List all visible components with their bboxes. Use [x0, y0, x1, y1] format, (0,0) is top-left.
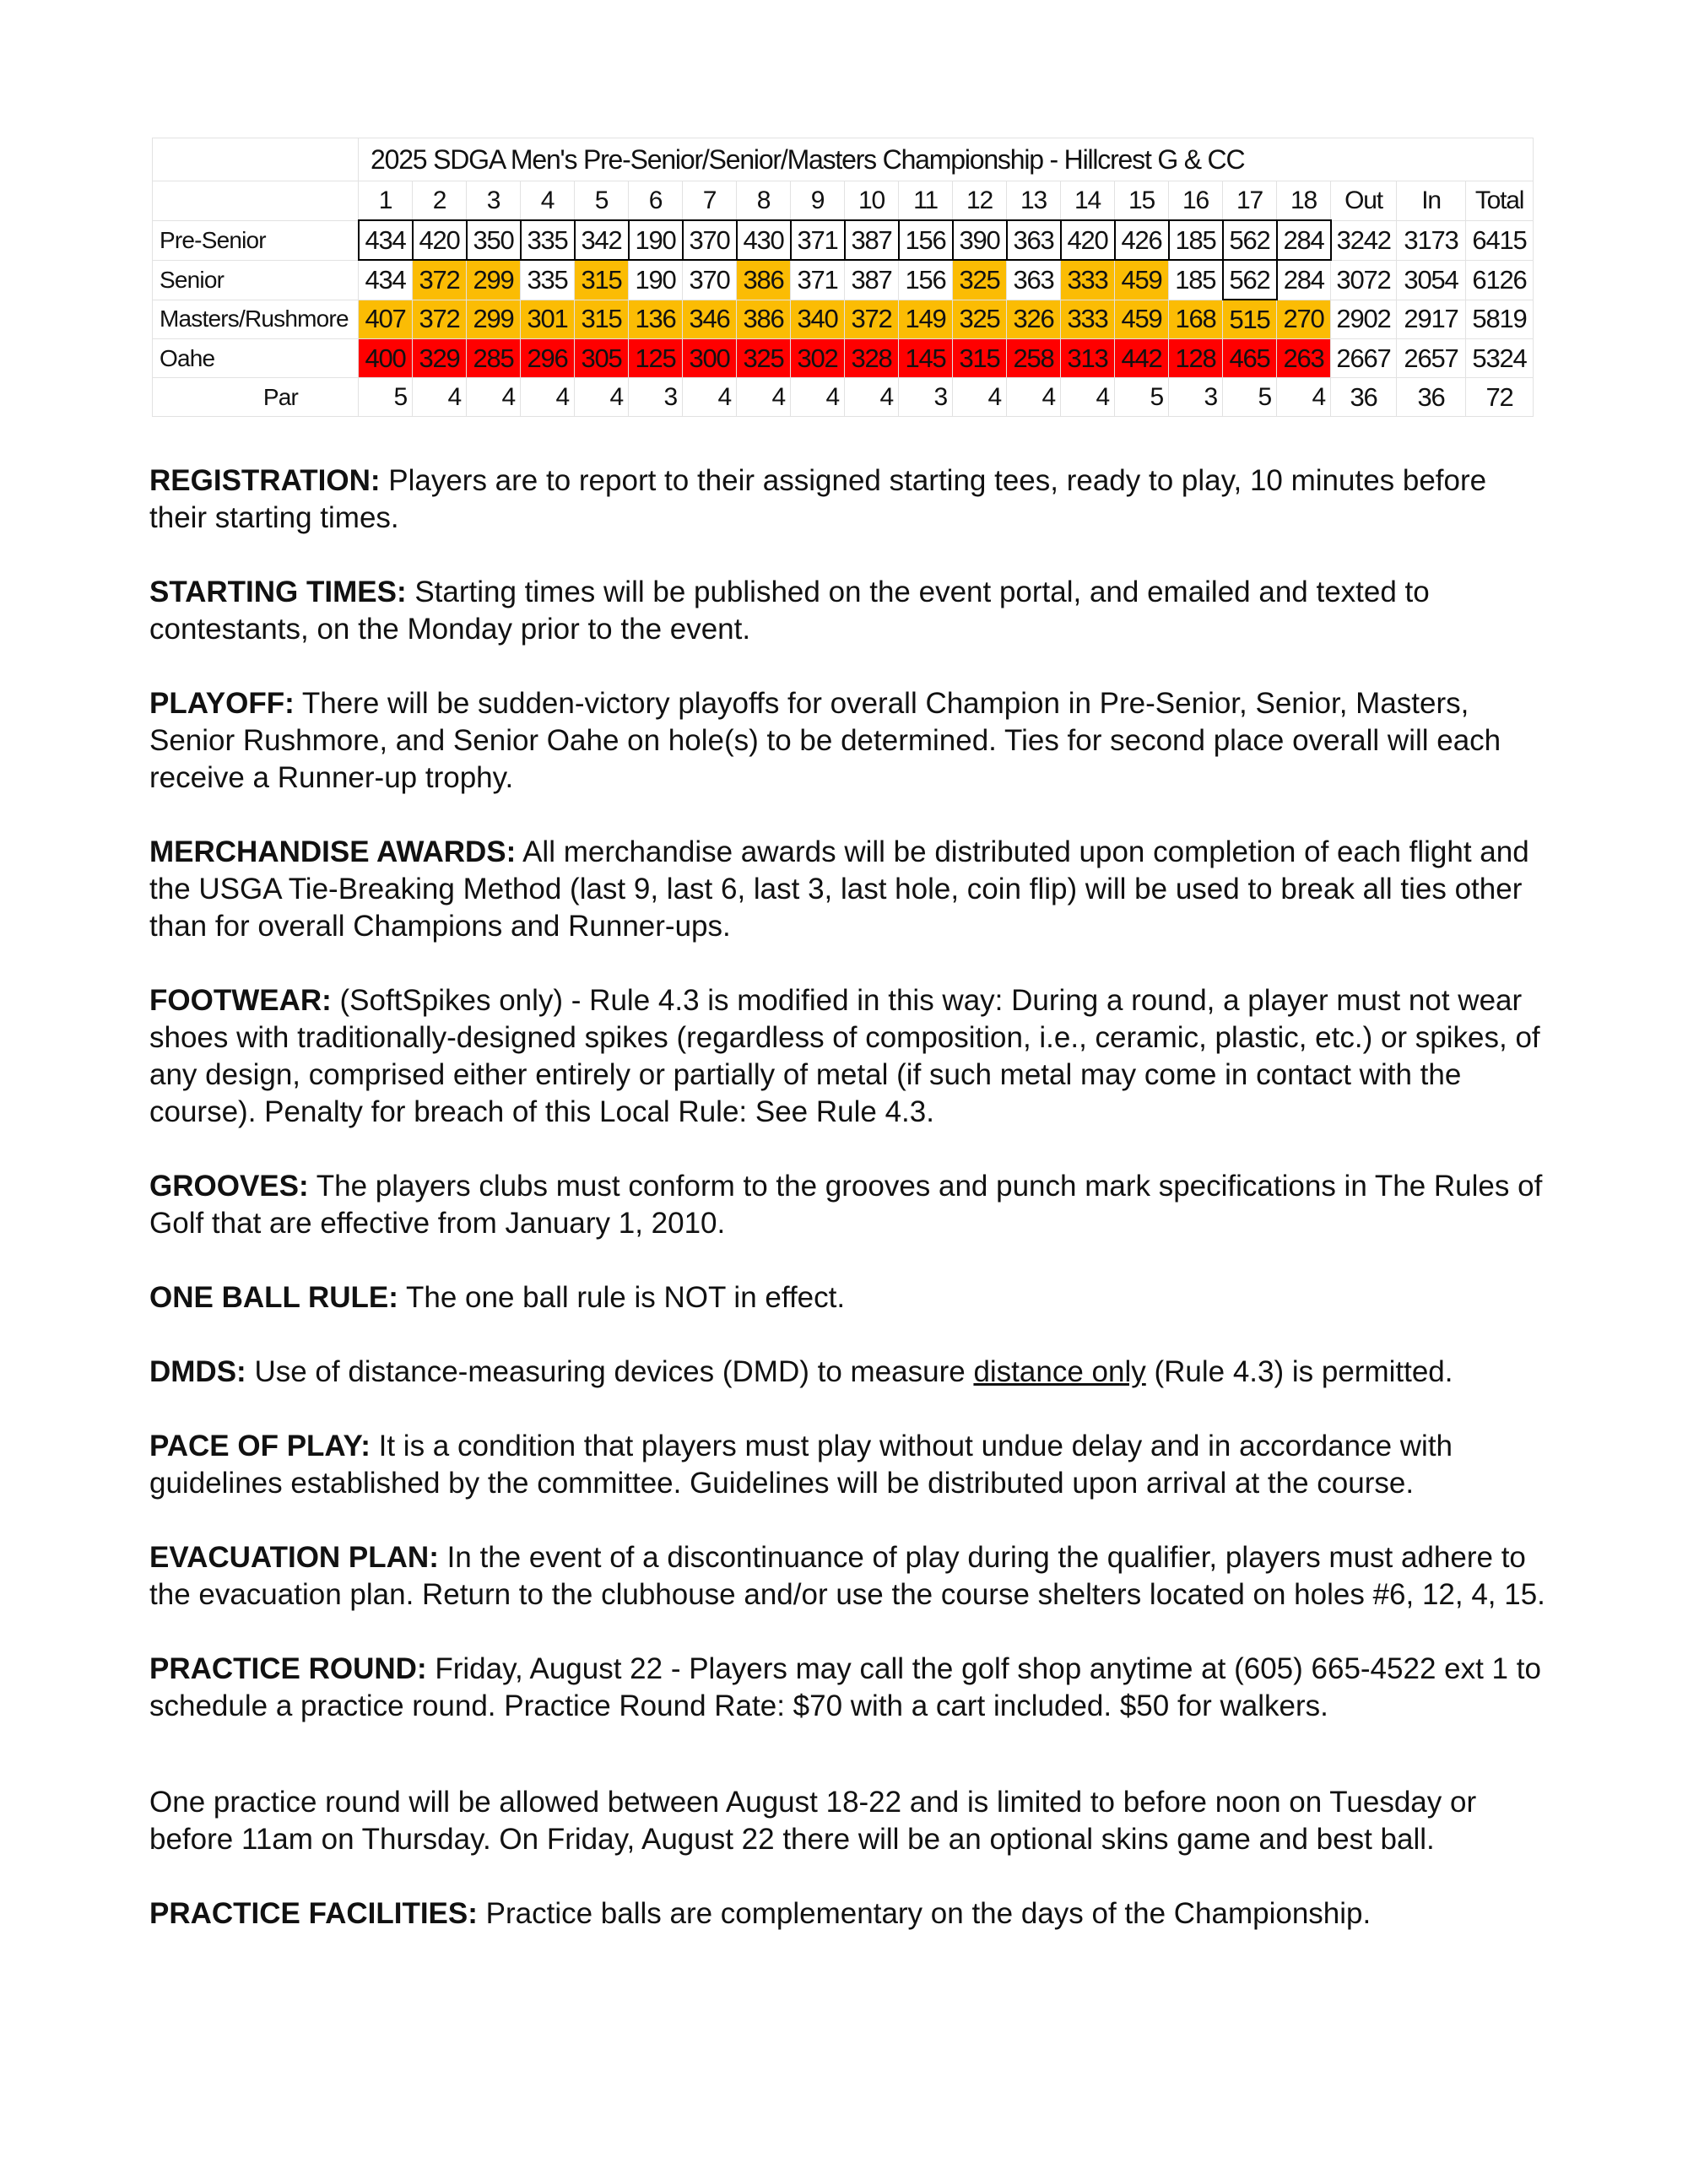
hole-par: 4 [845, 378, 899, 417]
out-total: 2667 [1331, 339, 1397, 378]
hole-yardage: 325 [953, 260, 1007, 300]
hole-yardage: 299 [467, 300, 521, 339]
grand-total: 6126 [1466, 260, 1534, 300]
rule-one-ball: ONE BALL RULE: The one ball rule is NOT in effect. [149, 1281, 846, 1314]
in-total: 2657 [1397, 339, 1466, 378]
hole-par: 4 [683, 378, 737, 417]
grand-total: 6415 [1466, 220, 1534, 260]
rule-merchandise-awards: MERCHANDISE AWARDS: All merchandise awards will be distributed upon completion of each flight and the USGA Tie-Breaking Method (last 9, last 6, last 3, last hole, coin flip) will be used to break all ties other than for overall Champions and Runner-ups. [149, 835, 1529, 943]
hole-yardage: 168 [1169, 300, 1223, 339]
table-row [153, 300, 1534, 339]
par-total: 72 [1466, 378, 1534, 417]
hole-yardage: 305 [575, 339, 629, 378]
column-header: 16 [1169, 181, 1223, 221]
practice-round-note: One practice round will be allowed between August 18-22 and is limited to before noon on Tuesday or before 11am on Thursday. On Friday, August 22 there will be an optional skins game and best ball. [149, 1786, 1477, 1856]
hole-yardage: 562 [1223, 260, 1277, 300]
hole-par: 5 [359, 378, 413, 417]
hole-yardage: 329 [413, 339, 467, 378]
hole-yardage: 386 [737, 260, 791, 300]
hole-yardage: 333 [1061, 260, 1115, 300]
hole-yardage: 340 [791, 300, 845, 339]
hole-yardage: 390 [953, 220, 1007, 260]
hole-yardage: 426 [1115, 220, 1169, 260]
hole-yardage: 372 [413, 260, 467, 300]
hole-yardage: 371 [791, 260, 845, 300]
hole-yardage: 434 [359, 220, 413, 260]
hole-yardage: 258 [1007, 339, 1061, 378]
hole-par: 3 [899, 378, 953, 417]
hole-yardage: 301 [521, 300, 575, 339]
hole-par: 3 [1169, 378, 1223, 417]
column-header: 4 [521, 181, 575, 221]
hole-yardage: 335 [521, 220, 575, 260]
hole-yardage: 430 [737, 220, 791, 260]
column-header: 3 [467, 181, 521, 221]
rule-footwear: FOOTWEAR: (SoftSpikes only) - Rule 4.3 is modified in this way: During a round, a player must not wear shoes with traditionally-designed spikes (regardless of composition, i.e., ceramic, plastic, etc.) or spikes, of any design, comprised either entirely or partially of metal (if such metal may come in contact with the course). Penalty for breach of this Local Rule: See Rule 4.3. [149, 984, 1540, 1128]
hole-yardage: 284 [1277, 220, 1331, 260]
hole-yardage: 156 [899, 260, 953, 300]
column-header: 11 [899, 181, 953, 221]
hole-yardage: 370 [683, 260, 737, 300]
hole-par: 5 [1223, 378, 1277, 417]
column-header: 7 [683, 181, 737, 221]
rule-pace-of-play: PACE OF PLAY: It is a condition that players must play without undue delay and in accordance with guidelines established by the committee. Guidelines will be distributed upon arrival at the course. [149, 1430, 1453, 1500]
hole-yardage: 459 [1115, 260, 1169, 300]
hole-yardage: 386 [737, 300, 791, 339]
hole-yardage: 300 [683, 339, 737, 378]
hole-par: 4 [575, 378, 629, 417]
column-header: 2 [413, 181, 467, 221]
out-total: 3242 [1331, 220, 1397, 260]
empty-cell [153, 181, 359, 221]
rule-practice-facilities: PRACTICE FACILITIES: Practice balls are complementary on the days of the Championship. [149, 1897, 1372, 1930]
hole-yardage: 372 [845, 300, 899, 339]
empty-cell [153, 138, 359, 181]
hole-yardage: 465 [1223, 339, 1277, 378]
hole-yardage: 285 [467, 339, 521, 378]
tee-label: Senior [153, 260, 359, 300]
hole-par: 4 [467, 378, 521, 417]
hole-yardage: 370 [683, 220, 737, 260]
hole-yardage: 326 [1007, 300, 1061, 339]
hole-yardage: 190 [629, 220, 683, 260]
out-total: 2902 [1331, 300, 1397, 339]
table-title: 2025 SDGA Men's Pre-Senior/Senior/Masters Championship - Hillcrest G & CC [359, 138, 1534, 181]
hole-yardage: 128 [1169, 339, 1223, 378]
column-header: 9 [791, 181, 845, 221]
yardage-table [152, 138, 1534, 417]
hole-yardage: 434 [359, 260, 413, 300]
rules-section [149, 462, 1550, 1970]
hole-yardage: 315 [953, 339, 1007, 378]
hole-yardage: 296 [521, 339, 575, 378]
tee-label: Oahe [153, 339, 359, 378]
hole-yardage: 442 [1115, 339, 1169, 378]
hole-yardage: 420 [1061, 220, 1115, 260]
hole-par: 4 [521, 378, 575, 417]
in-total: 3054 [1397, 260, 1466, 300]
hole-yardage: 156 [899, 220, 953, 260]
hole-par: 4 [1007, 378, 1061, 417]
hole-par: 4 [791, 378, 845, 417]
in-total: 2917 [1397, 300, 1466, 339]
hole-par: 5 [1115, 378, 1169, 417]
rule-evacuation-plan: EVACUATION PLAN: In the event of a discontinuance of play during the qualifier, players must adhere to the evacuation plan. Return to the clubhouse and/or use the course shelters located on holes #6, 12, 4, 15. [149, 1541, 1545, 1611]
par-in: 36 [1397, 378, 1466, 417]
hole-par: 3 [629, 378, 683, 417]
hole-par: 4 [737, 378, 791, 417]
column-header: 8 [737, 181, 791, 221]
hole-yardage: 185 [1169, 260, 1223, 300]
rule-playoff: PLAYOFF: There will be sudden-victory playoffs for overall Champion in Pre-Senior, Senior, Masters, Senior Rushmore, and Senior Oahe on hole(s) to be determined. Ties for second place overall will each receive a Runner-up trophy. [149, 687, 1501, 794]
hole-yardage: 562 [1223, 220, 1277, 260]
column-header: 14 [1061, 181, 1115, 221]
in-total: 3173 [1397, 220, 1466, 260]
hole-yardage: 315 [575, 300, 629, 339]
rule-grooves: GROOVES: The players clubs must conform to the grooves and punch mark specifications in The Rules of Golf that are effective from January 1, 2010. [149, 1170, 1543, 1240]
hole-yardage: 325 [953, 300, 1007, 339]
column-header: 5 [575, 181, 629, 221]
par-out: 36 [1331, 378, 1397, 417]
hole-yardage: 145 [899, 339, 953, 378]
hole-yardage: 313 [1061, 339, 1115, 378]
hole-par: 4 [953, 378, 1007, 417]
hole-yardage: 299 [467, 260, 521, 300]
hole-yardage: 459 [1115, 300, 1169, 339]
hole-yardage: 363 [1007, 260, 1061, 300]
hole-yardage: 387 [845, 260, 899, 300]
hole-yardage: 335 [521, 260, 575, 300]
hole-par: 4 [413, 378, 467, 417]
rule-dmds: DMDS: Use of distance-measuring devices (DMD) to measure distance only (Rule 4.3) is permitted. [149, 1355, 1453, 1388]
column-header: Total [1466, 181, 1534, 221]
tee-label: Masters/Rushmore [153, 300, 359, 339]
par-row [153, 378, 1534, 417]
column-header: 1 [359, 181, 413, 221]
hole-par: 4 [1277, 378, 1331, 417]
column-header: 6 [629, 181, 683, 221]
hole-yardage: 387 [845, 220, 899, 260]
grand-total: 5324 [1466, 339, 1534, 378]
column-header: 12 [953, 181, 1007, 221]
hole-yardage: 515 [1223, 300, 1277, 339]
hole-yardage: 136 [629, 300, 683, 339]
hole-yardage: 263 [1277, 339, 1331, 378]
hole-yardage: 315 [575, 260, 629, 300]
hole-yardage: 371 [791, 220, 845, 260]
column-header: 10 [845, 181, 899, 221]
hole-yardage: 149 [899, 300, 953, 339]
hole-yardage: 333 [1061, 300, 1115, 339]
column-header: In [1397, 181, 1466, 221]
hole-yardage: 185 [1169, 220, 1223, 260]
hole-yardage: 363 [1007, 220, 1061, 260]
hole-yardage: 346 [683, 300, 737, 339]
rule-practice-round: PRACTICE ROUND: Friday, August 22 - Players may call the golf shop anytime at (605) 665-4522 ext 1 to schedule a practice round. Practice Round Rate: $70 with a cart included. $50 for walkers. [149, 1652, 1541, 1722]
tee-label: Pre-Senior [153, 220, 359, 260]
table-title-row [153, 138, 1534, 181]
out-total: 3072 [1331, 260, 1397, 300]
column-header: 17 [1223, 181, 1277, 221]
hole-yardage: 270 [1277, 300, 1331, 339]
table-row [153, 220, 1534, 260]
hole-yardage: 325 [737, 339, 791, 378]
hole-yardage: 350 [467, 220, 521, 260]
column-header: 15 [1115, 181, 1169, 221]
hole-yardage: 190 [629, 260, 683, 300]
hole-yardage: 342 [575, 220, 629, 260]
table-row [153, 339, 1534, 378]
hole-par: 4 [1061, 378, 1115, 417]
rule-registration: REGISTRATION: Players are to report to their assigned starting tees, ready to play, 10 minutes before their starting times. [149, 464, 1487, 534]
par-label: Par [153, 378, 359, 417]
hole-yardage: 125 [629, 339, 683, 378]
hole-yardage: 328 [845, 339, 899, 378]
table-row [153, 260, 1534, 300]
rule-starting-times: STARTING TIMES: Starting times will be published on the event portal, and emailed and texted to contestants, on the Monday prior to the event. [149, 576, 1430, 646]
hole-yardage: 302 [791, 339, 845, 378]
hole-yardage: 372 [413, 300, 467, 339]
column-header: 18 [1277, 181, 1331, 221]
hole-yardage: 420 [413, 220, 467, 260]
hole-yardage: 407 [359, 300, 413, 339]
column-header: Out [1331, 181, 1397, 221]
hole-yardage: 284 [1277, 260, 1331, 300]
header-row [153, 181, 1534, 221]
hole-yardage: 400 [359, 339, 413, 378]
column-header: 13 [1007, 181, 1061, 221]
grand-total: 5819 [1466, 300, 1534, 339]
